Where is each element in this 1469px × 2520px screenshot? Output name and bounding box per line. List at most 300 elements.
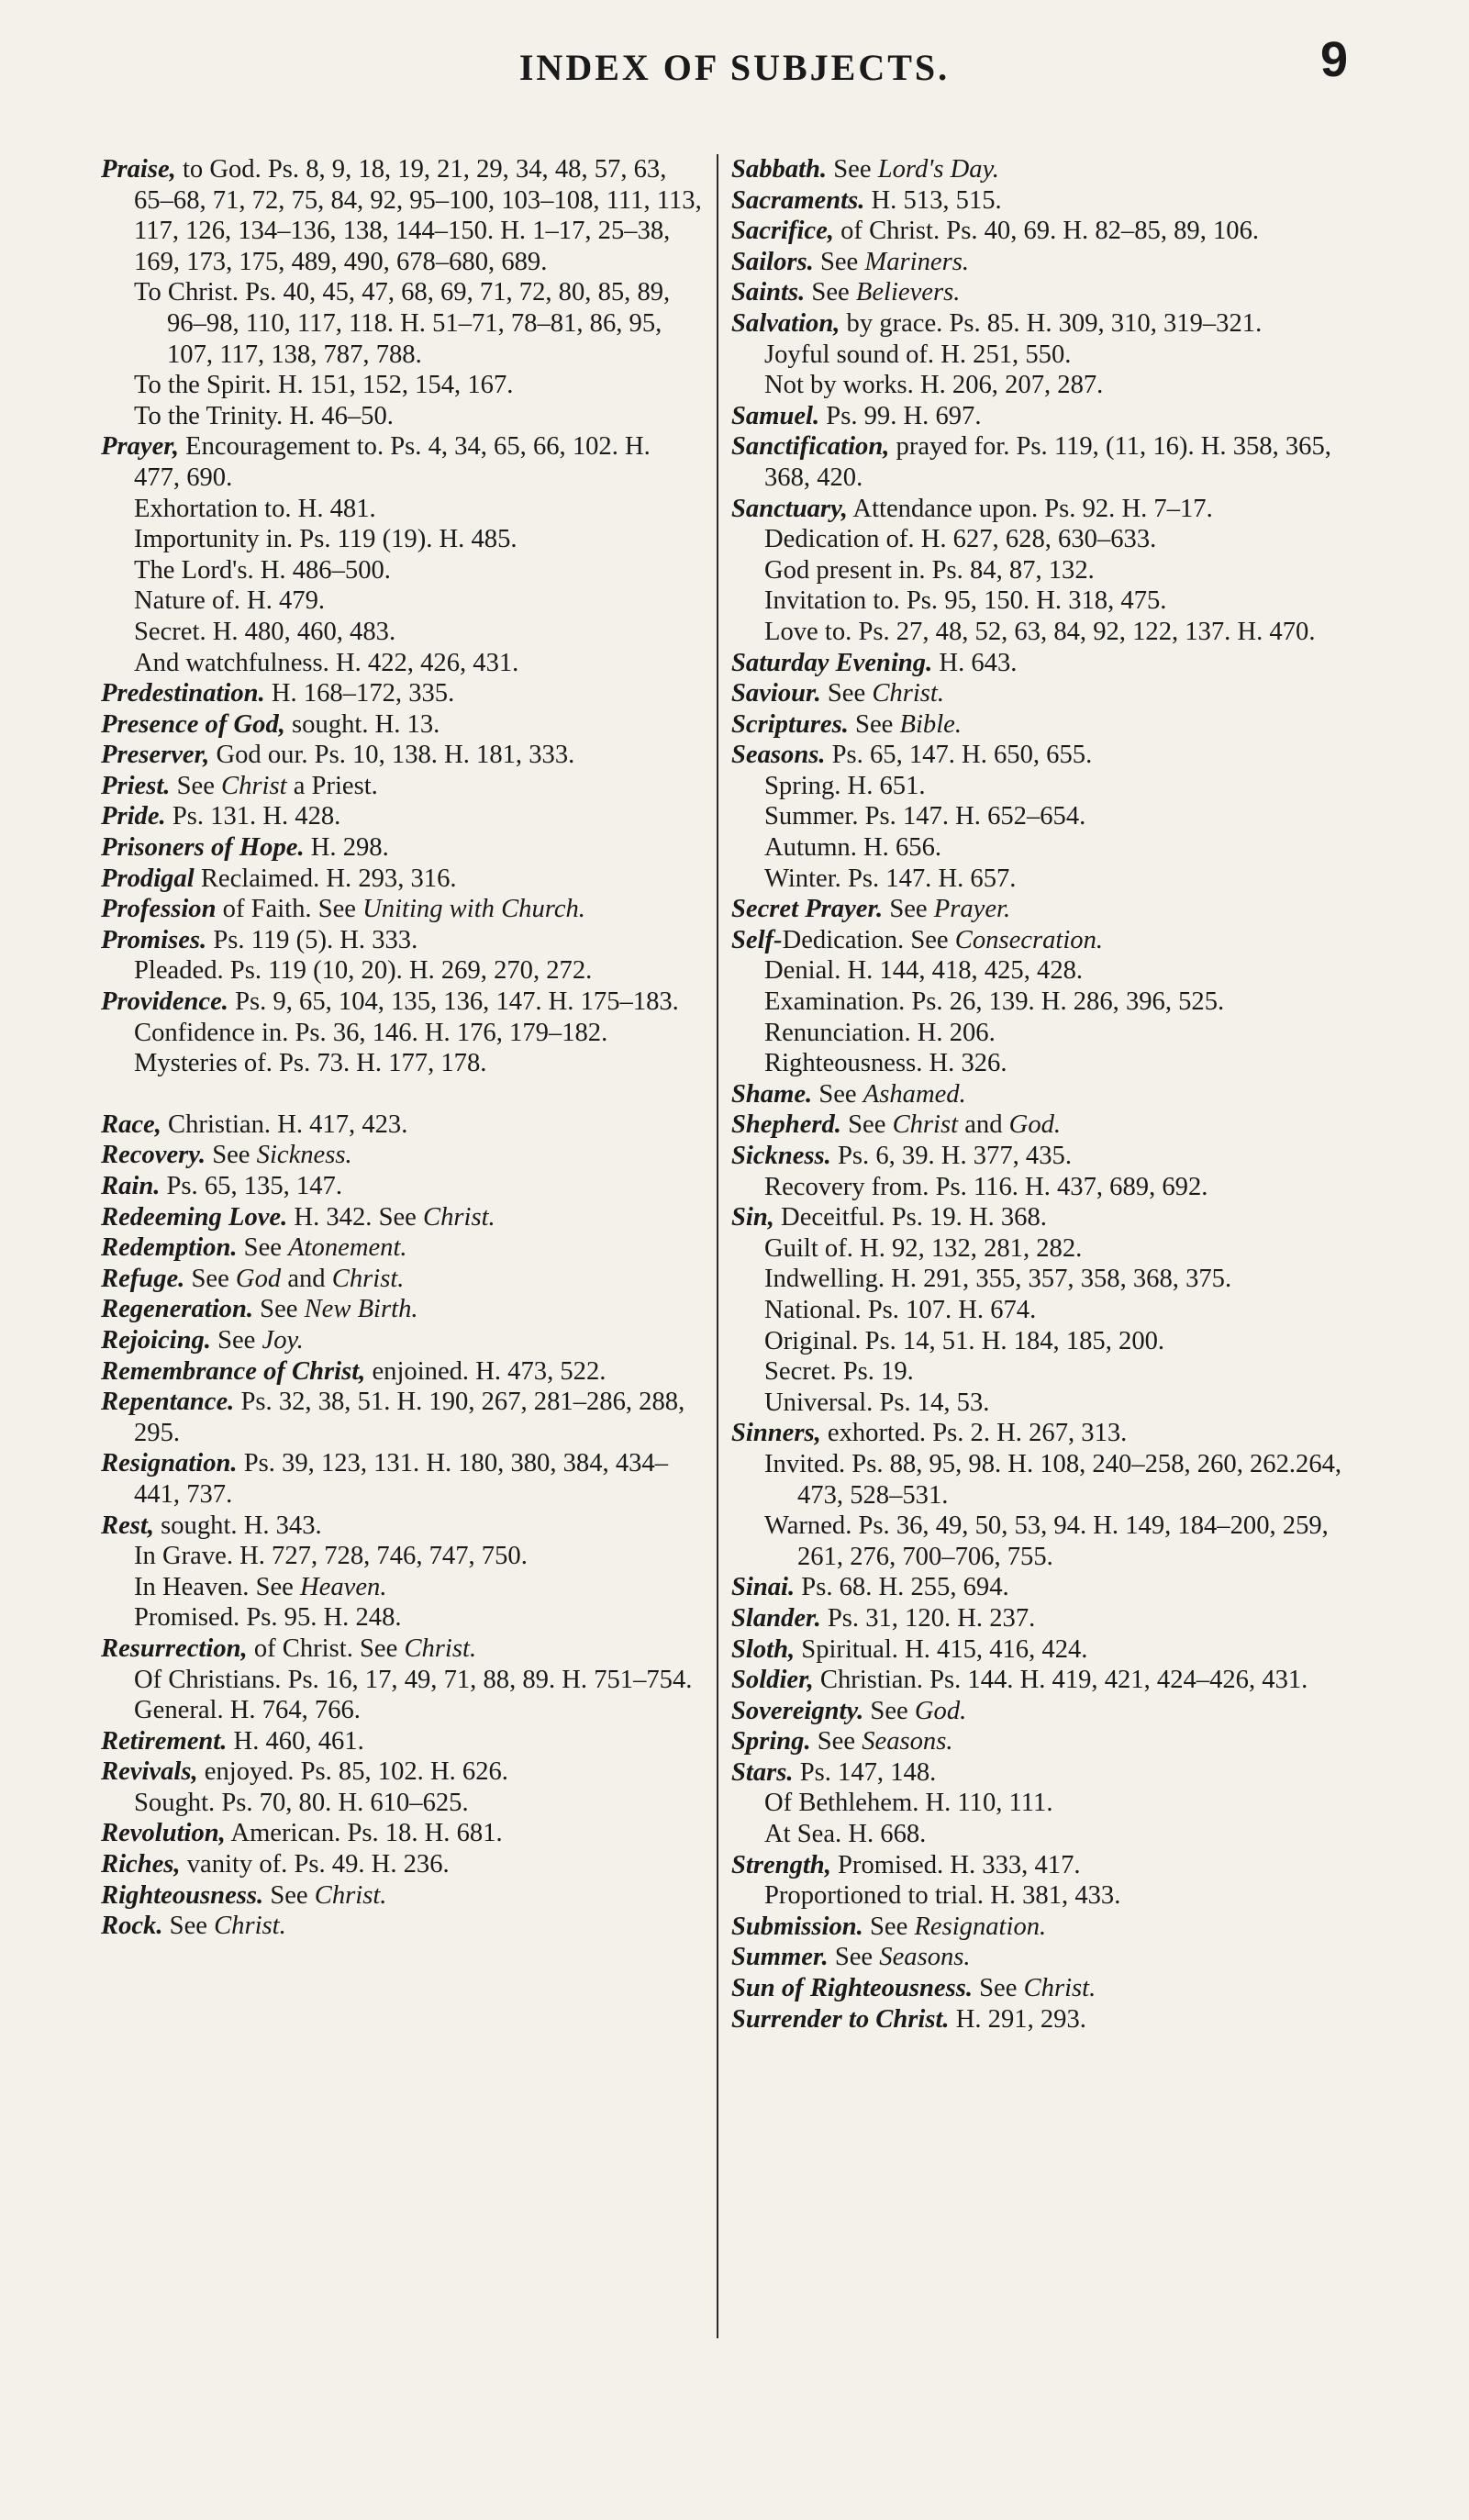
entry-text: Love to. Ps. 27, 48, 52, 63, 84, 92, 122, 137. H. 470. (764, 617, 1316, 646)
index-entry (101, 832, 702, 864)
entry-text: of Christ. Ps. 40, 69. H. 82–85, 89, 106. (833, 217, 1260, 246)
entry-text: See (863, 1696, 915, 1725)
entry-heading: Revivals, (101, 1757, 198, 1787)
index-subentry (731, 1511, 1374, 1572)
entry-text: Ps. 119 (5). H. 333. (206, 925, 418, 954)
index-entry (731, 1665, 1374, 1696)
index-entry (101, 154, 702, 277)
entry-heading: Sailors. (731, 247, 814, 276)
entry-text: See (263, 1880, 315, 1910)
cross-reference: Believers. (855, 278, 961, 307)
index-subentry (731, 1172, 1374, 1203)
entry-text: See (237, 1233, 289, 1263)
entry-text: H. 643. (932, 648, 1018, 677)
entry-heading: Secret Prayer. (731, 895, 884, 924)
index-entry (101, 894, 702, 925)
index-entry (101, 1140, 702, 1171)
entry-text: See (862, 1912, 915, 1941)
entry-text: Indwelling. H. 291, 355, 357, 358, 368, 375. (764, 1265, 1232, 1294)
index-entry (101, 1109, 702, 1141)
entry-text: Promised. Ps. 95. H. 248. (134, 1603, 402, 1633)
index-subentry (731, 1264, 1374, 1295)
index-column-right (731, 154, 1374, 2035)
entry-text: H. 298. (304, 833, 389, 863)
index-subentry (731, 1819, 1374, 1850)
entry-text: Of Bethlehem. H. 110, 111. (764, 1789, 1053, 1818)
index-entry (101, 1294, 702, 1325)
entry-heading: Sacraments. (731, 185, 865, 215)
index-entry (101, 1511, 702, 1542)
entry-text: See (162, 1912, 215, 1941)
cross-reference: Christ (892, 1110, 959, 1140)
entry-text: Spring. H. 651. (764, 771, 926, 800)
entry-text: In Grave. H. 727, 728, 746, 747, 750. (134, 1542, 528, 1571)
index-entry (731, 678, 1374, 709)
entry-text: Original. Ps. 14, 51. H. 184, 185, 200. (764, 1326, 1165, 1355)
cross-reference: Seasons. (879, 1943, 971, 1972)
index-entry (731, 216, 1374, 247)
entry-text: Ps. 68. H. 255, 694. (795, 1573, 1009, 1602)
entry-text: Secret. Ps. 19. (764, 1357, 914, 1387)
index-entry (101, 801, 702, 832)
index-entry (731, 185, 1374, 217)
entry-heading: Redemption. (101, 1233, 238, 1263)
index-subentry (731, 585, 1374, 617)
index-subentry (731, 987, 1374, 1018)
entry-text: Not by works. H. 206, 207, 287. (764, 371, 1104, 400)
entry-text: See (973, 1974, 1024, 2003)
cross-reference: New Birth. (304, 1295, 418, 1324)
entry-text: enjoined. H. 473, 522. (365, 1356, 607, 1386)
entry-heading: Shame. (731, 1079, 813, 1109)
entry-text: Ps. 147, 148. (793, 1757, 937, 1787)
entry-heading: Prisoners of Hope. (101, 833, 305, 863)
index-entry (731, 1572, 1374, 1603)
index-subentry (731, 1018, 1374, 1049)
entry-text: Christian. H. 417, 423. (161, 1109, 408, 1139)
index-entry (731, 740, 1374, 771)
index-entry (101, 1202, 702, 1233)
entry-heading: Rock. (101, 1912, 163, 1941)
index-entry (101, 1448, 702, 1510)
entry-text: God present in. Ps. 84, 87, 132. (764, 555, 1095, 585)
entry-heading: Redeeming Love. (101, 1202, 288, 1232)
index-entry (731, 1109, 1374, 1141)
cross-reference: Christ. (872, 679, 944, 708)
index-subentry (101, 1018, 702, 1049)
entry-text: Spiritual. H. 415, 416, 424. (795, 1634, 1088, 1664)
entry-heading: Race, (101, 1109, 161, 1139)
cross-reference: Atonement. (288, 1233, 407, 1263)
entry-text: H. 168–172, 335. (264, 679, 455, 708)
entry-heading: Rest, (101, 1511, 154, 1540)
entry-heading: Rain. (101, 1172, 161, 1200)
entry-text: Examination. Ps. 26, 139. H. 286, 396, 525. (764, 987, 1225, 1017)
entry-heading: Pride. (101, 802, 166, 831)
entry-text: H. 513, 515. (864, 185, 1002, 215)
index-subentry (731, 555, 1374, 586)
entry-heading: Prayer, (101, 432, 179, 462)
entry-heading: Sovereignty. (731, 1696, 864, 1725)
cross-reference: Christ. (423, 1202, 495, 1232)
entry-heading: Salvation, (731, 308, 840, 338)
entry-heading: Sin, (731, 1203, 774, 1232)
entry-text: Ps. 32, 38, 51. H. 190, 267, 281–286, 288, 295. (134, 1388, 685, 1447)
entry-text: Exhortation to. H. 481. (134, 494, 376, 523)
entry-text: Importunity in. Ps. 119 (19). H. 485. (134, 525, 517, 554)
index-subentry (731, 832, 1374, 864)
index-subentry (731, 340, 1374, 371)
entry-text: See (210, 1325, 262, 1355)
index-entry (101, 864, 702, 895)
entry-text: At Sea. H. 668. (764, 1820, 927, 1849)
index-entry (731, 1418, 1374, 1449)
entry-heading: Profession (101, 895, 217, 924)
index-entry (101, 1756, 702, 1788)
cross-reference: Joy. (262, 1325, 304, 1355)
entry-heading: Resignation. (101, 1449, 238, 1478)
index-entry (101, 1880, 702, 1912)
index-entry (101, 1264, 702, 1295)
cross-reference: Mariners. (864, 247, 969, 276)
index-subentry (731, 1788, 1374, 1819)
entry-heading: Surrender to Christ. (731, 2004, 950, 2034)
index-entry (731, 431, 1374, 493)
entry-text: Promised. H. 333, 417. (830, 1850, 1081, 1879)
cross-reference: Christ (221, 771, 287, 800)
entry-heading: Rejoicing. (101, 1325, 211, 1355)
index-subentry (731, 1880, 1374, 1912)
entry-text: Of Christians. Ps. 16, 17, 49, 71, 88, 89. H. 751–754. (134, 1665, 693, 1694)
index-subentry (101, 1695, 702, 1726)
entry-heading: Resurrection, (101, 1634, 248, 1663)
entry-heading: Preserver, (101, 741, 210, 770)
entry-text: H. 342. See (287, 1202, 423, 1232)
entry-heading: Sun of Righteousness. (731, 1974, 973, 2003)
entry-text: See (828, 1943, 880, 1972)
index-entry (731, 648, 1374, 679)
cross-reference: Christ. (404, 1634, 477, 1663)
entry-heading: Soldier, (731, 1666, 814, 1695)
entry-text: Ps. 65, 147. H. 650, 655. (825, 741, 1093, 770)
index-entry (101, 1387, 702, 1448)
entry-text: God our. Ps. 10, 138. H. 181, 333. (209, 741, 575, 770)
index-subentry (101, 524, 702, 555)
entry-text: See (883, 895, 934, 924)
entry-heading: Predestination. (101, 679, 265, 708)
index-subentry (101, 401, 702, 432)
entry-text: Denial. H. 144, 418, 425, 428. (764, 956, 1084, 986)
entry-text: Encouragement to. Ps. 4, 34, 65, 66, 102. H. 477, 690. (134, 432, 651, 492)
index-entry (101, 1232, 702, 1264)
index-entry (101, 1325, 702, 1356)
index-subentry (101, 370, 702, 401)
index-entry (731, 1757, 1374, 1789)
entry-text: See (805, 278, 856, 307)
index-entry (731, 1141, 1374, 1172)
index-entry (101, 771, 702, 802)
index-entry (731, 1912, 1374, 1943)
entry-text: Proportioned to trial. H. 381, 433. (764, 1881, 1121, 1911)
entry-heading: Self- (731, 925, 783, 954)
index-entry (731, 1726, 1374, 1757)
index-subentry (101, 494, 702, 525)
index-entry (731, 925, 1374, 956)
page-header (0, 26, 1469, 99)
entry-heading: Sinai. (731, 1573, 796, 1602)
index-subentry (101, 555, 702, 586)
entry-text: Warned. Ps. 36, 49, 50, 53, 94. H. 149, 184–200, 259, 261, 276, 700–706, 755. (764, 1511, 1329, 1571)
entry-text: sought. H. 343. (153, 1511, 322, 1540)
index-subentry (101, 585, 702, 617)
entry-heading: Revolution, (101, 1819, 226, 1848)
cross-reference: Lord's Day. (877, 155, 999, 184)
entry-text: H. 460, 461. (227, 1726, 364, 1756)
index-subentry (101, 1665, 702, 1696)
index-entry (731, 1079, 1374, 1110)
cross-reference: Ashamed. (862, 1079, 966, 1109)
entry-text: Winter. Ps. 147. H. 657. (764, 864, 1017, 893)
entry-text: See (813, 247, 865, 276)
entry-text: Dedication of. H. 627, 628, 630–633. (764, 525, 1157, 554)
entry-heading: Spring. (731, 1727, 811, 1756)
entry-text: See (848, 709, 900, 739)
entry-heading: Summer. (731, 1943, 829, 1972)
entry-text: to God. Ps. 8, 9, 18, 19, 21, 29, 34, 48, 57, 63, 65–68, 71, 72, 75, 84, 92, 95–100, 103–108, 111, 113, 117, 126, 134–136, 138, 144–150. H. 1–17, 25–38, 169, 173, 175, 489, 490, 678–680, 689. (134, 155, 702, 276)
index-entry (101, 1818, 702, 1849)
entry-heading: Saturday Evening. (731, 648, 933, 677)
entry-text: See (184, 1264, 236, 1293)
entry-text: of Christ. See (247, 1634, 405, 1663)
index-subentry (101, 1541, 702, 1572)
entry-heading: Stars. (731, 1757, 794, 1787)
index-subentry (731, 1295, 1374, 1326)
entry-text: See (827, 155, 878, 184)
cross-reference: God (235, 1264, 282, 1293)
entry-text: a Priest. (286, 771, 378, 800)
entry-heading: Priest. (101, 771, 171, 800)
entry-heading: Seasons. (731, 741, 826, 770)
entry-text: sought. H. 13. (284, 709, 440, 739)
index-entry (731, 1634, 1374, 1666)
index-entry (731, 709, 1374, 741)
cross-reference: Christ. (214, 1912, 286, 1941)
index-entry (101, 1356, 702, 1388)
entry-heading: Submission. (731, 1912, 863, 1941)
entry-heading: Sickness. (731, 1142, 831, 1170)
entry-heading: Providence. (101, 987, 228, 1017)
entry-text: To Christ. Ps. 40, 45, 47, 68, 69, 71, 72, 80, 85, 89, 96–98, 110, 117, 118. H. 51–71, 78–81, 86, 95, 107, 117, 138, 787, 788. (134, 278, 671, 369)
entry-heading: Saviour. (731, 679, 821, 708)
entry-text: exhorted. Ps. 2. H. 267, 313. (820, 1419, 1128, 1448)
index-column-left (101, 154, 702, 1942)
entry-heading: Remembrance of Christ, (101, 1356, 366, 1386)
entry-heading: Saints. (731, 278, 806, 307)
entry-text: Reclaimed. H. 293, 316. (194, 864, 457, 893)
entry-heading: Praise, (101, 155, 176, 184)
index-subentry (101, 955, 702, 987)
index-subentry (731, 1233, 1374, 1265)
index-entry (731, 494, 1374, 525)
index-entry (731, 1202, 1374, 1233)
entry-text: and (281, 1264, 332, 1293)
index-entry (101, 987, 702, 1018)
index-entry (731, 1973, 1374, 2004)
index-subentry (731, 617, 1374, 648)
entry-text: enjoyed. Ps. 85, 102. H. 626. (197, 1757, 508, 1787)
entry-heading: Refuge. (101, 1264, 185, 1293)
index-entry (731, 2004, 1374, 2035)
entry-heading: Recovery. (101, 1141, 206, 1170)
entry-text: by grace. Ps. 85. H. 309, 310, 319–321. (840, 308, 1263, 338)
entry-heading: Righteousness. (101, 1880, 264, 1910)
entry-text: In Heaven. See (134, 1572, 301, 1601)
index-entry (101, 1171, 702, 1202)
index-subentry (731, 801, 1374, 832)
entry-text: Righteousness. H. 326. (764, 1049, 1007, 1078)
entry-text: National. Ps. 107. H. 674. (764, 1295, 1037, 1324)
index-subentry (101, 617, 702, 648)
entry-text: of Faith. See (216, 895, 363, 924)
index-subentry (731, 1326, 1374, 1357)
entry-text: Mysteries of. Ps. 73. H. 177, 178. (134, 1049, 487, 1078)
entry-heading: Sanctification, (731, 432, 890, 462)
index-subentry (731, 864, 1374, 895)
index-entry (101, 1911, 702, 1942)
entry-heading: Presence of God, (101, 709, 285, 739)
entry-text: prayed for. Ps. 119, (11, 16). H. 358, 365, 368, 420. (764, 432, 1331, 492)
entry-text: Attendance upon. Ps. 92. H. 7–17. (847, 494, 1213, 523)
entry-text: To the Spirit. H. 151, 152, 154, 167. (134, 371, 514, 400)
index-entry (731, 1942, 1374, 1973)
index-subentry (731, 524, 1374, 555)
index-subentry (731, 1356, 1374, 1388)
entry-text: And watchfulness. H. 422, 426, 431. (134, 648, 519, 677)
index-entry (731, 401, 1374, 432)
index-subentry (101, 1572, 702, 1603)
cross-reference: God. (1008, 1110, 1062, 1140)
entry-text: See (810, 1727, 862, 1756)
index-subentry (101, 1788, 702, 1819)
index-subentry (731, 370, 1374, 401)
index-entry (101, 678, 702, 709)
entry-heading: Promises. (101, 925, 207, 954)
index-entry (731, 1850, 1374, 1881)
entry-text: Sought. Ps. 70, 80. H. 610–625. (134, 1788, 469, 1817)
entry-text: Joyful sound of. H. 251, 550. (764, 340, 1072, 369)
index-entry (101, 1634, 702, 1665)
index-entry (101, 709, 702, 741)
entry-heading: Sabbath. (731, 155, 828, 184)
entry-text: Ps. 9, 65, 104, 135, 136, 147. H. 175–183. (228, 987, 679, 1017)
index-subentry (731, 1449, 1374, 1511)
entry-heading: Sinners, (731, 1419, 821, 1448)
entry-text: and (958, 1110, 1009, 1140)
index-entry (101, 925, 702, 956)
entry-text: To the Trinity. H. 46–50. (134, 401, 394, 430)
cross-reference: Bible. (899, 709, 962, 739)
entry-text: See (253, 1295, 305, 1324)
entry-text: Ps. 99. H. 697. (819, 401, 982, 430)
entry-heading: Shepherd. (731, 1110, 841, 1140)
index-entry (101, 740, 702, 771)
index-subentry (731, 1048, 1374, 1079)
index-entry (731, 894, 1374, 925)
entry-text: See (840, 1110, 893, 1140)
entry-text: Invited. Ps. 88, 95, 98. H. 108, 240–258, 260, 262.264, 473, 528–531. (764, 1449, 1342, 1510)
entry-heading: Sacrifice, (731, 217, 834, 246)
entry-heading: Prodigal (101, 864, 195, 893)
entry-text: See (820, 679, 873, 708)
entry-heading: Repentance. (101, 1388, 235, 1417)
entry-text: Christian. Ps. 144. H. 419, 421, 424–426, 431. (813, 1666, 1308, 1695)
index-subentry (731, 771, 1374, 802)
entry-text: Autumn. H. 656. (764, 833, 942, 863)
entry-text: Deceitful. Ps. 19. H. 368. (773, 1203, 1047, 1232)
cross-reference: Seasons. (862, 1727, 953, 1756)
cross-reference: Sickness. (256, 1141, 352, 1170)
entry-heading: Strength, (731, 1850, 831, 1879)
cross-reference: Heaven. (300, 1572, 387, 1601)
entry-text: American. Ps. 18. H. 681. (225, 1819, 503, 1848)
index-subentry (101, 648, 702, 679)
entry-text: Invitation to. Ps. 95, 150. H. 318, 475. (764, 586, 1167, 616)
index-entry (101, 1726, 702, 1757)
index-entry (731, 154, 1374, 185)
cross-reference: Resignation. (914, 1912, 1047, 1941)
entry-text: Ps. 6, 39. H. 377, 435. (830, 1142, 1072, 1170)
entry-text: The Lord's. H. 486–500. (134, 555, 391, 585)
cross-reference: Christ. (331, 1264, 405, 1293)
entry-heading: Riches, (101, 1850, 181, 1879)
entry-text: Recovery from. Ps. 116. H. 437, 689, 692. (764, 1172, 1208, 1201)
index-entry (731, 308, 1374, 340)
index-subentry (731, 955, 1374, 987)
cross-reference: Christ. (1023, 1974, 1096, 2003)
index-entry (731, 247, 1374, 278)
index-subentry (101, 1602, 702, 1634)
index-subentry (101, 1048, 702, 1079)
cross-reference: God. (914, 1696, 967, 1725)
entry-heading: Samuel. (731, 401, 820, 430)
index-subentry (731, 1388, 1374, 1419)
cross-reference: Consecration. (954, 925, 1104, 954)
entry-heading: Slander. (731, 1603, 821, 1633)
index-subentry (101, 277, 702, 370)
entry-heading: Scriptures. (731, 709, 849, 739)
entry-text: See (170, 771, 222, 800)
entry-text: See (206, 1141, 257, 1170)
entry-heading: Retirement. (101, 1726, 228, 1756)
entry-text: Ps. 31, 120. H. 237. (820, 1603, 1036, 1633)
column-divider (717, 154, 718, 2338)
entry-text: General. H. 764, 766. (134, 1696, 361, 1725)
entry-text: Renunciation. H. 206. (764, 1018, 996, 1047)
index-entry (101, 1849, 702, 1880)
index-entry (731, 1603, 1374, 1634)
index-entry (101, 431, 702, 493)
entry-text: Universal. Ps. 14, 53. (764, 1388, 990, 1417)
entry-text: Pleaded. Ps. 119 (10, 20). H. 269, 270, 272. (134, 956, 593, 986)
entry-text: H. 291, 293. (949, 2004, 1086, 2034)
entry-text: Confidence in. Ps. 36, 146. H. 176, 179–182. (134, 1018, 608, 1047)
entry-text: Guilt of. H. 92, 132, 281, 282. (764, 1233, 1083, 1263)
entry-text: Nature of. H. 479. (134, 586, 326, 616)
entry-heading: Regeneration. (101, 1295, 254, 1324)
entry-text: Ps. 39, 123, 131. H. 180, 380, 384, 434–441, 737. (134, 1449, 669, 1509)
entry-text: Secret. H. 480, 460, 483. (134, 617, 396, 646)
cross-reference: Uniting with Church. (362, 895, 585, 924)
